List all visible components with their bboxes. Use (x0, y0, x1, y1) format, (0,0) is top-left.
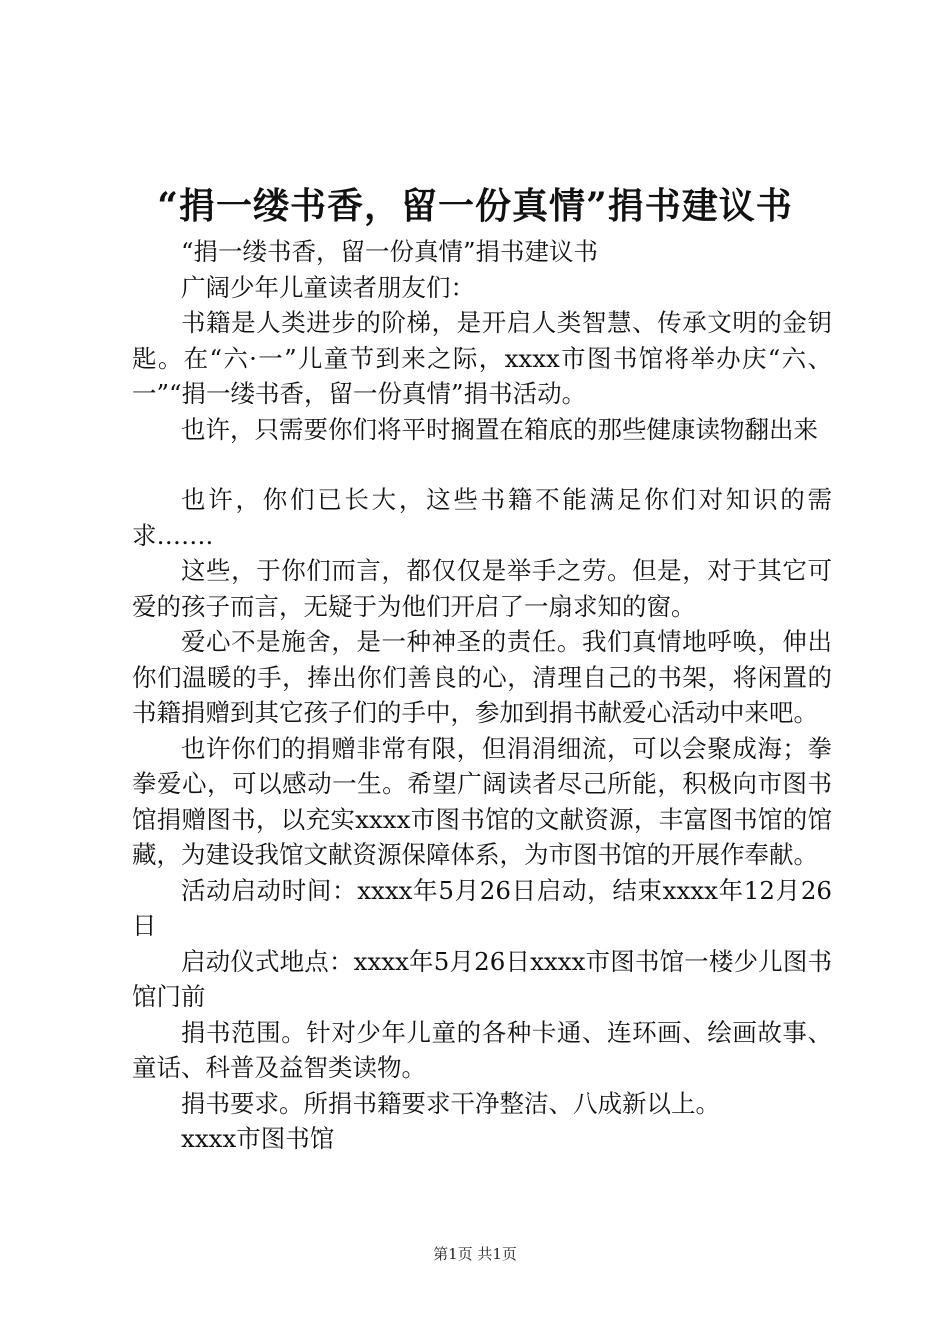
document-body (132, 234, 832, 1157)
ceremony-location-paragraph: 启动仪式地点：xxxx年5月26日xxxx市图书馆一楼少儿图书馆门前 (132, 946, 832, 1011)
donation-paragraph: 也许你们的捐赠非常有限，但涓涓细流，可以会聚成海；拳拳爱心，可以感动一生。希望广阔读者尽己所能，积极向市图书馆捐赠图书，以充实xxxx市图书馆的文献资源，丰富图书馆的馆藏，为建设我馆文献资源保障体系，为市图书馆的开展作奉献。 (132, 733, 832, 869)
start-time-paragraph: 活动启动时间：xxxx年5月26日启动，结束xxxx年12月26日 (132, 875, 832, 940)
page-number: 第1页 (433, 1245, 473, 1263)
love-paragraph: 爱心不是施舍，是一种神圣的责任。我们真情地呼唤，伸出你们温暖的手，捧出你们善良的心，清理自己的书架，将闲置的书籍捐赠到其它孩子们的手中，参加到捐书献爱心活动中来吧。 (132, 627, 832, 727)
perhaps-paragraph-1: 也许，只需要你们将平时搁置在箱底的那些健康读物翻出来 (181, 414, 818, 444)
document-title: “捐一缕书香，留一份真情”捐书建议书 (157, 185, 793, 227)
subtitle-paragraph: “捐一缕书香，留一份真情”捐书建议书 (181, 237, 599, 266)
page-total: 共1页 (477, 1245, 517, 1263)
signature-paragraph: xxxx市图书馆 (181, 1124, 335, 1153)
page-footer (0, 1244, 950, 1264)
donation-requirement-paragraph: 捐书要求。所捐书籍要求干净整洁、八成新以上。 (181, 1088, 720, 1118)
effort-paragraph: 这些，于你们而言，都仅仅是举手之劳。但是，对于其它可爱的孩子而言，无疑于为他们开启了一扇求知的窗。 (132, 556, 832, 621)
salutation-paragraph: 广阔少年儿童读者朋友们： (181, 272, 475, 302)
donation-scope-paragraph: 捐书范围。针对少年儿童的各种卡通、连环画、绘画故事、童话、科普及益智类读物。 (132, 1017, 832, 1082)
paragraph-gap (132, 447, 832, 482)
intro-paragraph: 书籍是人类进步的阶梯，是开启人类智慧、传承文明的金钥匙。在“六·一”儿童节到来之际，xxxx市图书馆将举办庆“六、一”“捐一缕书香，留一份真情”捐书活动。 (132, 308, 832, 408)
perhaps-paragraph-2: 也许，你们已长大，这些书籍不能满足你们对知识的需求……. (132, 485, 832, 550)
